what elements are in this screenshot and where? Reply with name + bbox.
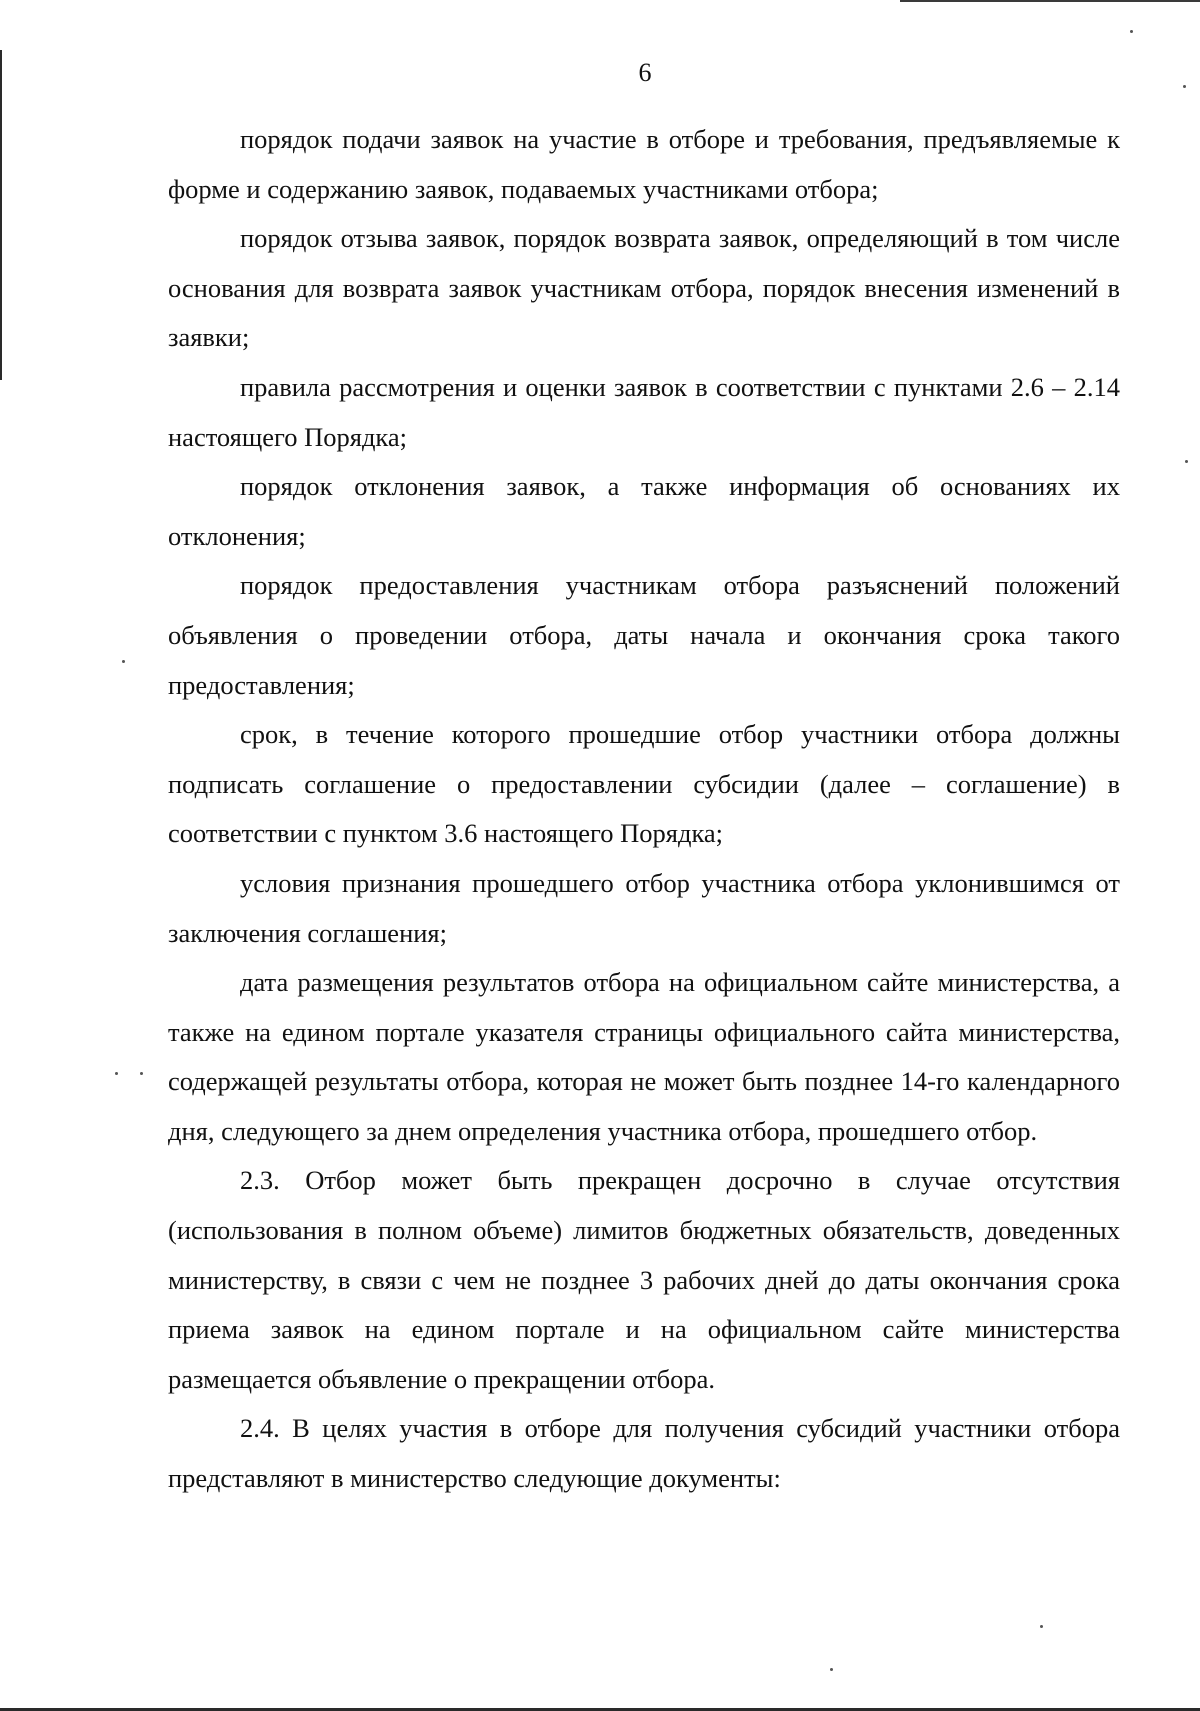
paragraph: порядок отклонения заявок, а также информация об основаниях их отклонения; xyxy=(168,471,1120,551)
scan-edge-left xyxy=(0,50,2,380)
paragraph: условия признания прошедшего отбор участника отбора уклонившимся от заключения соглашения; xyxy=(168,867,1120,948)
scan-speck xyxy=(1185,460,1188,463)
paragraph: порядок отзыва заявок, порядок возврата заявок, определяющий в том числе основания для возврата заявок участникам отбора, порядок внесения изменений в заявки; xyxy=(168,223,1120,353)
paragraph: 2.3. Отбор может быть прекращен досрочно в случае отсутствия (использования в полном объеме) лимитов бюджетных обязательств, доведенных министерству, в связи с чем не позднее 3 рабочих дней до даты окончания срока приема заявок на едином портале и на официальном сайте министерства размещается объявление о прекращении отбора. xyxy=(168,1165,1120,1394)
paragraph: порядок предоставления участникам отбора разъяснений положений объявления о проведении отбора, даты начала и окончания срока такого предоставления; xyxy=(168,570,1120,700)
scan-speck xyxy=(1040,1625,1043,1628)
paragraph: порядок подачи заявок на участие в отборе и требования, предъявляемые к форме и содержанию заявок, подаваемых участниками отбора; xyxy=(168,124,1120,204)
page-number: 6 xyxy=(638,58,652,87)
scan-speck xyxy=(115,1072,118,1075)
paragraph: срок, в течение которого прошедшие отбор участники отбора должны подписать соглашение о предоставлении субсидии (далее – соглашение) в соответствии с пунктом 3.6 настоящего Порядка; xyxy=(168,719,1120,849)
paragraph: 2.4. В целях участия в отборе для получения субсидий участники отбора представляют в министерство следующие документы: xyxy=(168,1413,1120,1494)
paragraph: дата размещения результатов отбора на официальном сайте министерства, а также на едином портале указателя страницы официального сайта министерства, содержащей результаты отбора, которая не может быть позднее 14-го календарного дня, следующего за днем определения участника отбора, прошедшего отбор. xyxy=(168,967,1120,1146)
scan-speck xyxy=(1130,30,1133,33)
scan-speck xyxy=(122,660,125,663)
scan-speck xyxy=(830,1668,833,1671)
scan-speck xyxy=(140,1072,143,1075)
document-body xyxy=(168,115,1120,1504)
scan-edge-top xyxy=(900,0,1200,2)
paragraph: правила рассмотрения и оценки заявок в соответствии с пунктами 2.6 – 2.14 настоящего Порядка; xyxy=(168,371,1120,452)
